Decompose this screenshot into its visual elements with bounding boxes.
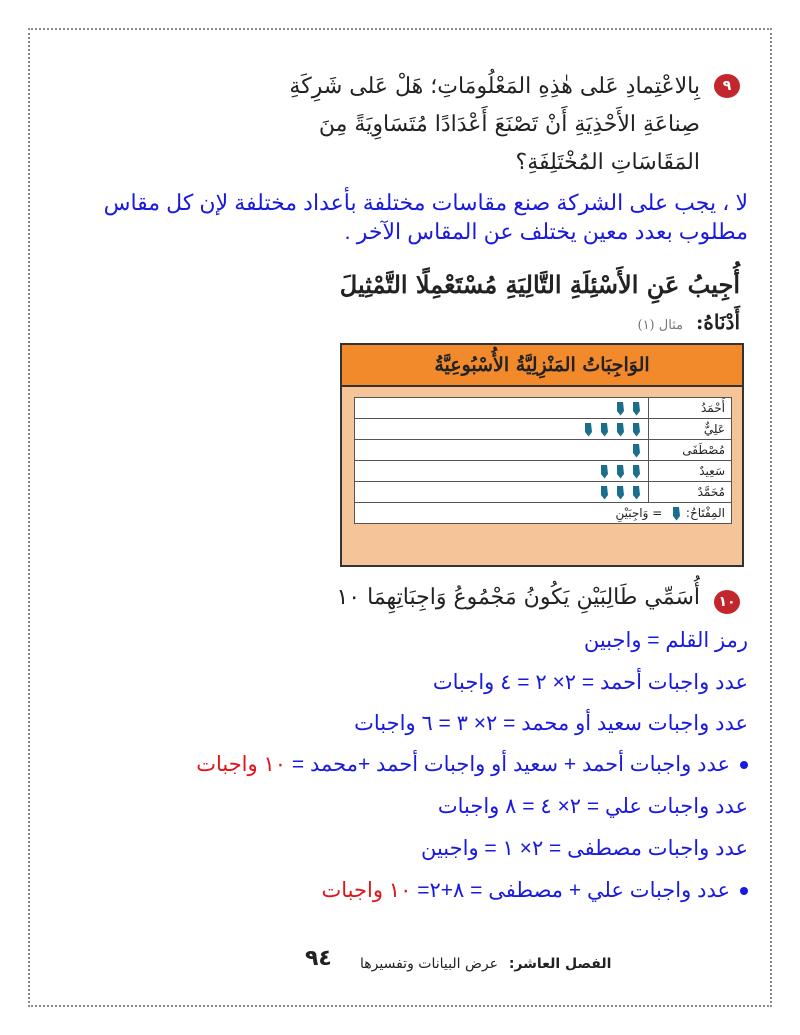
work-line-7-result: ١٠ واجبات [321,879,412,902]
pen-icon [615,485,626,500]
work-line-4-result: ١٠ واجبات [196,753,287,776]
question-10-text: أُسَمِّي طَالِبَيْنِ يَكُونُ مَجْمُوعُ وَاجِبَاتِهِمَا ١٠ [336,585,700,610]
homework-icons [355,440,649,461]
pictograph-key-row [355,503,732,524]
question-9-line-1: بِالاعْتِمادِ عَلى هٰذِهِ المَعْلُومَاتِ؛ هَلْ عَلى شَرِكَةِ [289,74,700,99]
pictograph-title: الوَاجِبَاتُ المَنْزِلِيَّةُ الأُسْبُوعِيَّةُ [342,345,742,387]
question-9-number: ٩ [714,74,740,98]
pen-icon [631,485,642,500]
homework-icons [355,482,649,503]
pictograph-table [354,397,732,524]
chapter-subtitle: عرض البيانات وتفسيرها [360,956,498,972]
work-line-5: عدد واجبات علي = ٢× ٤ = ٨ واجبات [437,795,748,818]
question-9-answer: لا ، يجب على الشركة صنع مقاسات مختلفة بأعداد مختلفة لإن كل مقاس مطلوب بعدد معين يختلف عن المقاس الآخر . [103,190,748,244]
pen-icon [583,422,594,437]
work-line-7-main: عدد واجبات علي + مصطفى = ٨+٢= [411,879,730,902]
pen-icon [599,485,610,500]
homework-pictograph [340,343,744,567]
pictograph-row [355,419,732,440]
work-line-4 [196,752,748,777]
homework-icons [355,398,649,419]
homework-icons [355,419,649,440]
section-heading: أُجِيبُ عَنِ الأَسْئِلَةِ التَّالِيَةِ مُسْتَعْمِلًا التَّمْثِيلَ [339,270,740,299]
pen-icon [631,401,642,416]
bullet-icon [740,761,748,769]
bullet-icon [740,887,748,895]
pictograph-key [355,503,732,524]
work-line-2: عدد واجبات أحمد = ٢× ٢ = ٤ واجبات [432,671,748,694]
pictograph-row [355,440,732,461]
homework-icons [355,461,649,482]
pictograph-row [355,482,732,503]
pen-icon [615,464,626,479]
pen-icon [671,506,682,521]
student-name: مُحَمَّدٌ [649,482,732,503]
pen-icon [599,422,610,437]
work-line-3: عدد واجبات سعيد أو محمد = ٢× ٣ = ٦ واجبات [354,712,748,735]
pen-icon [599,464,610,479]
student-name: سَعِيدٌ [649,461,732,482]
pictograph-row [355,398,732,419]
below-text: أَدْنَاهُ: [696,310,740,334]
student-name: مُصْطَفَى [649,440,732,461]
question-10-number: ١٠ [714,590,740,614]
pictograph-row [355,461,732,482]
question-9-line-2: صِناعَةِ الأَحْذِيَةِ أَنْ تَصْنَعَ أَعْدَادًا مُتَسَاوِيَةً مِنَ [318,112,700,137]
question-9-line-3: المَقَاسَاتِ المُخْتَلِفَةِ؟ [515,150,700,175]
work-line-1: رمز القلم = واجبين [583,629,748,652]
key-label: المِفْتَاحُ: [682,505,725,520]
page-footer [360,956,611,972]
pen-icon [631,464,642,479]
pen-icon [631,443,642,458]
work-line-4-main: عدد واجبات أحمد + سعيد أو واجبات أحمد +محمد = [286,753,730,776]
below-label [637,310,740,334]
page-number: ٩٤ [305,946,332,971]
work-line-7 [322,878,749,903]
work-line-6: عدد واجبات مصطفى = ٢× ١ = واجبين [420,837,748,860]
example-reference: مثال (١) [637,318,684,333]
student-name: عَلِيٌّ [649,419,732,440]
chapter-label: الفصل العاشر: [508,956,612,972]
pen-icon [631,422,642,437]
pen-icon [615,422,626,437]
key-value: = وَاجِبَيْنِ [615,505,667,520]
pen-icon [615,401,626,416]
student-name: أَحْمَدُ [649,398,732,419]
